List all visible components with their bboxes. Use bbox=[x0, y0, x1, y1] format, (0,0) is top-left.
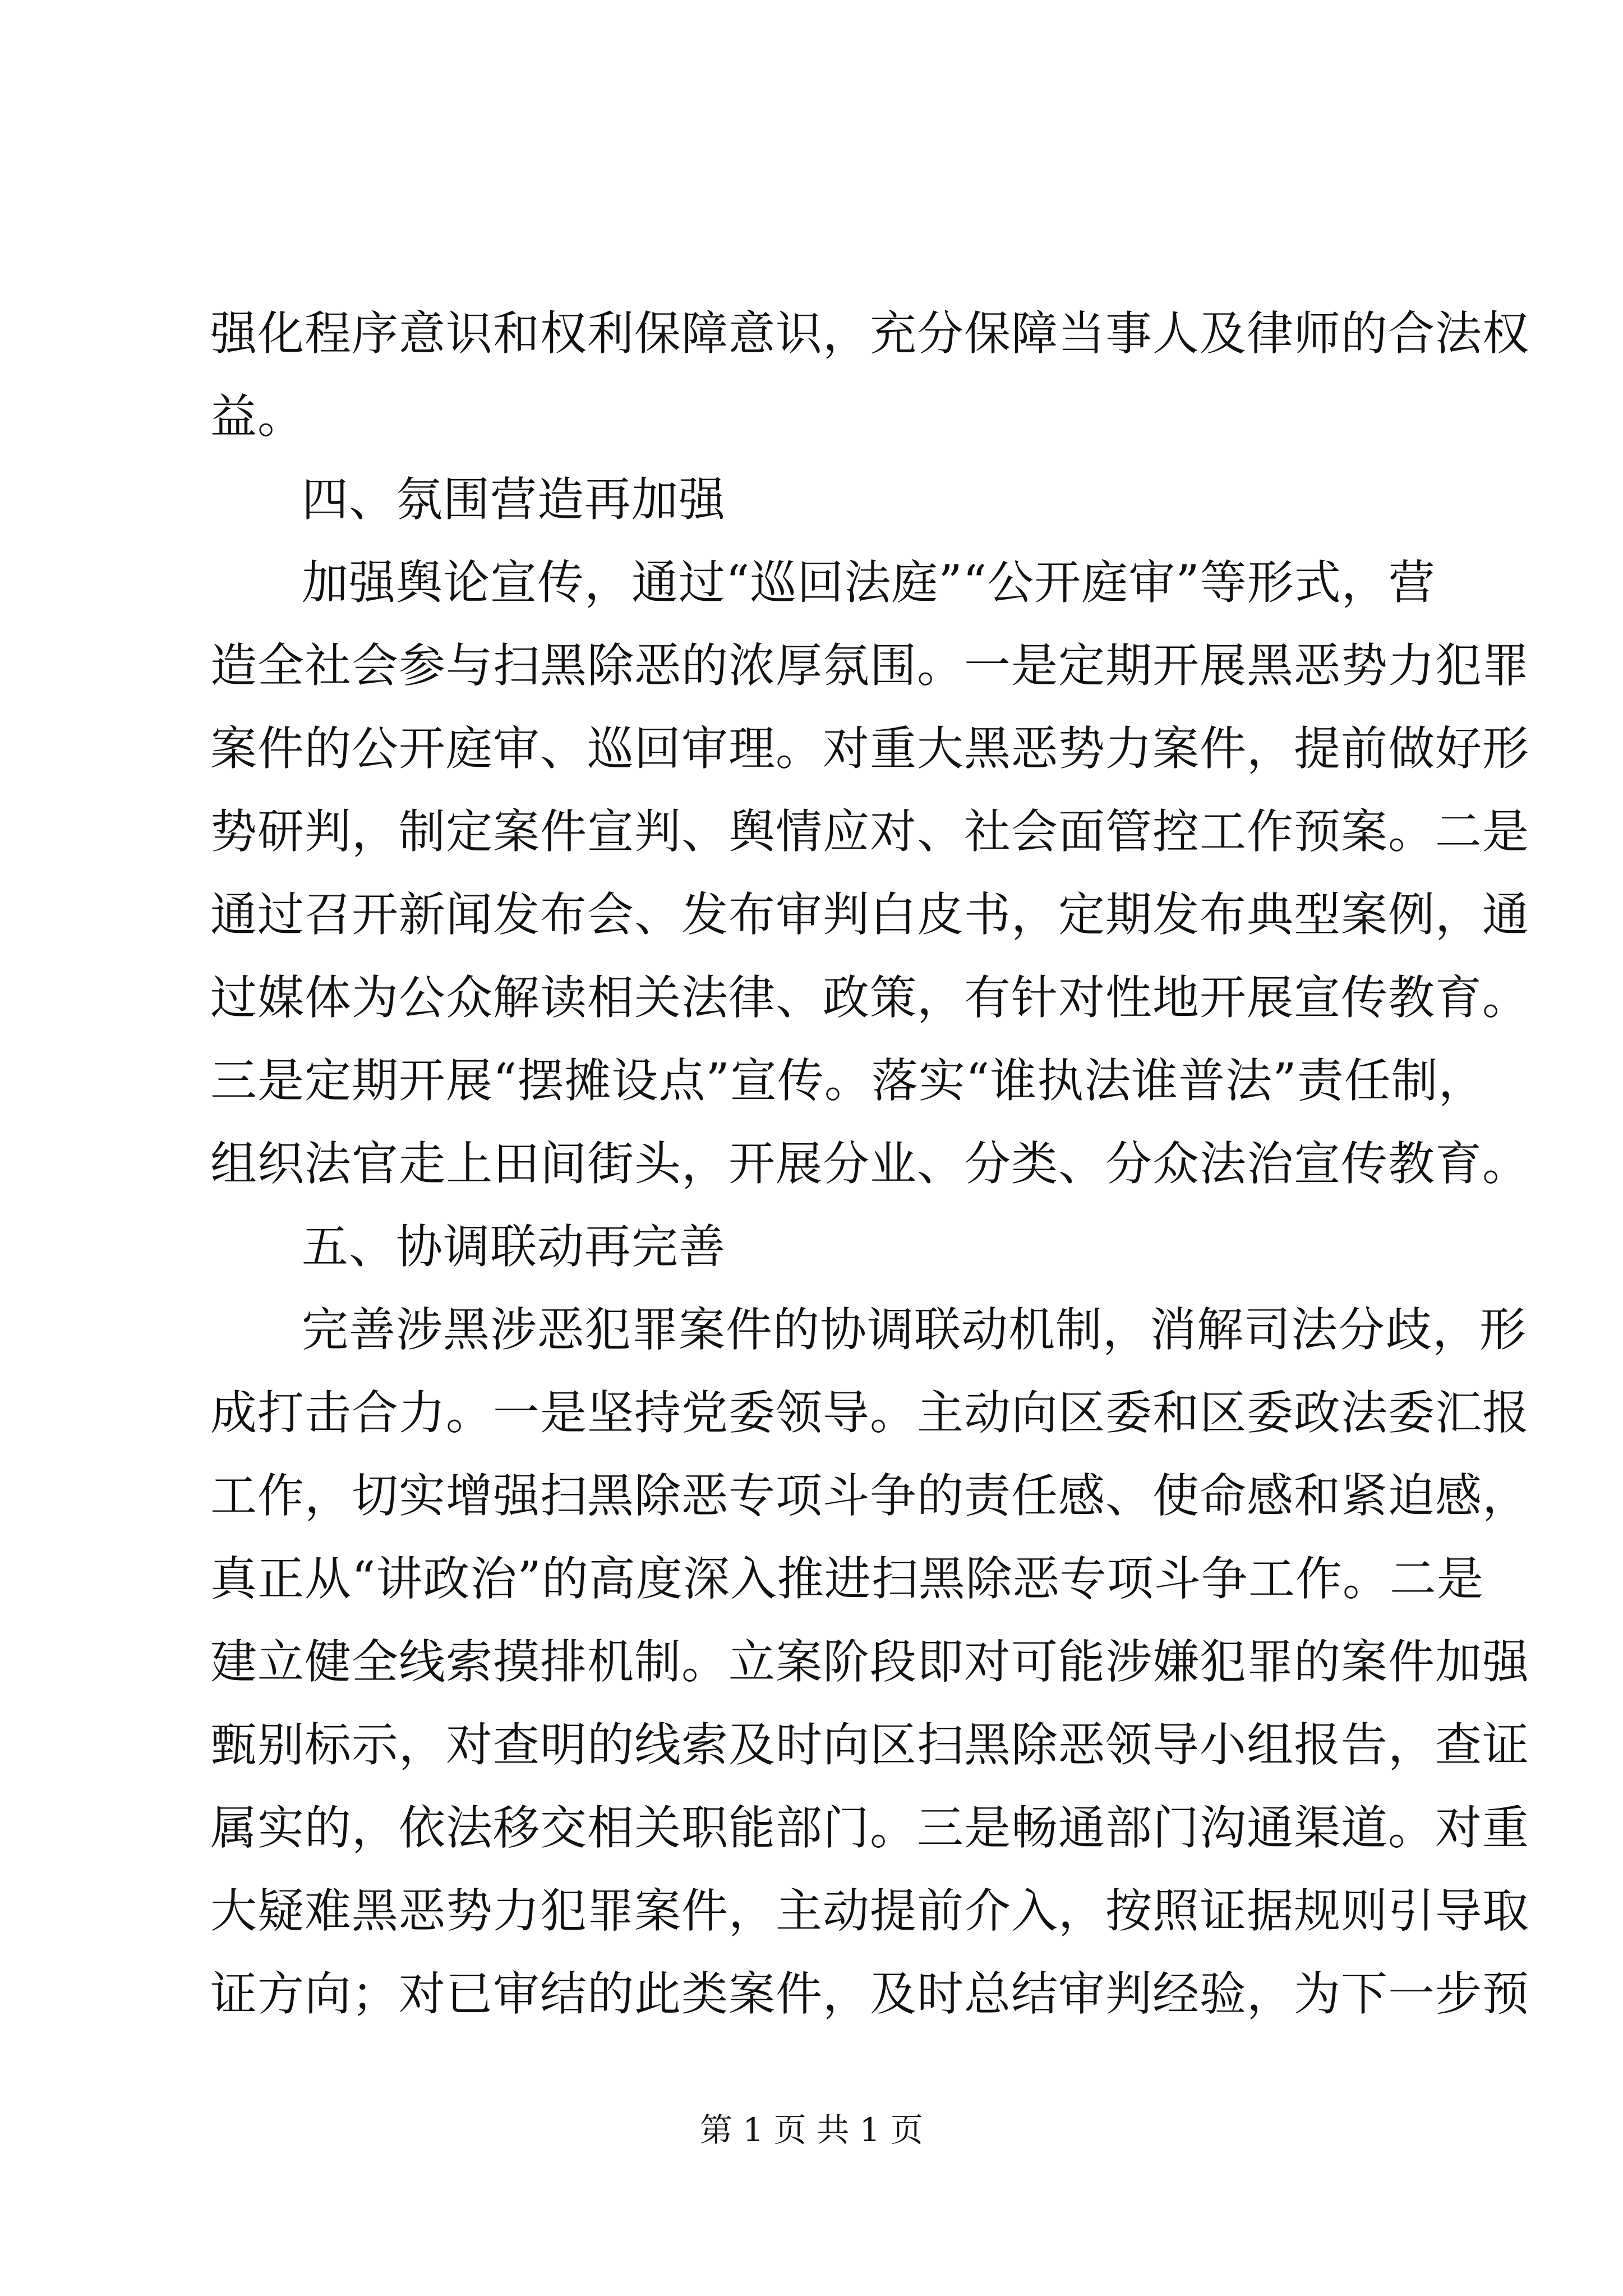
body-line: 加强舆论宣传，通过“巡回法庭”“公开庭审”等形式，营 bbox=[302, 555, 1436, 610]
body-line: 证方向；对已审结的此类案件，及时总结审判经验，为下一步预 bbox=[210, 1967, 1529, 2021]
section-heading: 五、协调联动再完善 bbox=[302, 1220, 726, 1274]
body-line: 益。 bbox=[210, 389, 305, 444]
body-line: 组织法官走上田间街头，开展分业、分类、分众法治宣传教育。 bbox=[210, 1137, 1529, 1191]
page-number-footer: 第 1 页 共 1 页 bbox=[700, 2111, 923, 2149]
body-line: 甄别标示，对查明的线索及时向区扫黑除恶领导小组报告，查证 bbox=[210, 1718, 1529, 1772]
body-line: 势研判，制定案件宣判、舆情应对、社会面管控工作预案。二是 bbox=[210, 804, 1529, 859]
body-line: 通过召开新闻发布会、发布审判白皮书，定期发布典型案例，通 bbox=[210, 887, 1529, 942]
body-line: 成打击合力。一是坚持党委领导。主动向区委和区委政法委汇报 bbox=[210, 1386, 1529, 1440]
section-heading: 四、氛围营造再加强 bbox=[302, 472, 726, 527]
body-line: 造全社会参与扫黑除恶的浓厚氛围。一是定期开展黑恶势力犯罪 bbox=[210, 638, 1529, 693]
body-line: 属实的，依法移交相关职能部门。三是畅通部门沟通渠道。对重 bbox=[210, 1801, 1529, 1855]
body-line: 强化程序意识和权利保障意识，充分保障当事人及律师的合法权 bbox=[210, 306, 1529, 361]
body-line: 工作，切实增强扫黑除恶专项斗争的责任感、使命感和紧迫感， bbox=[210, 1469, 1529, 1523]
body-line: 过媒体为公众解读相关法律、政策，有针对性地开展宣传教育。 bbox=[210, 970, 1529, 1025]
body-line: 完善涉黑涉恶犯罪案件的协调联动机制，消解司法分歧，形 bbox=[302, 1303, 1527, 1357]
body-line: 大疑难黑恶势力犯罪案件，主动提前介入，按照证据规则引导取 bbox=[210, 1884, 1529, 1938]
body-line: 真正从“讲政治”的高度深入推进扫黑除恶专项斗争工作。二是 bbox=[210, 1552, 1484, 1606]
body-line: 建立健全线索摸排机制。立案阶段即对可能涉嫌犯罪的案件加强 bbox=[210, 1635, 1529, 1689]
body-line: 案件的公开庭审、巡回审理。对重大黑恶势力案件，提前做好形 bbox=[210, 721, 1529, 776]
body-line: 三是定期开展“摆摊设点”宣传。落实“谁执法谁普法”责任制， bbox=[210, 1053, 1486, 1108]
